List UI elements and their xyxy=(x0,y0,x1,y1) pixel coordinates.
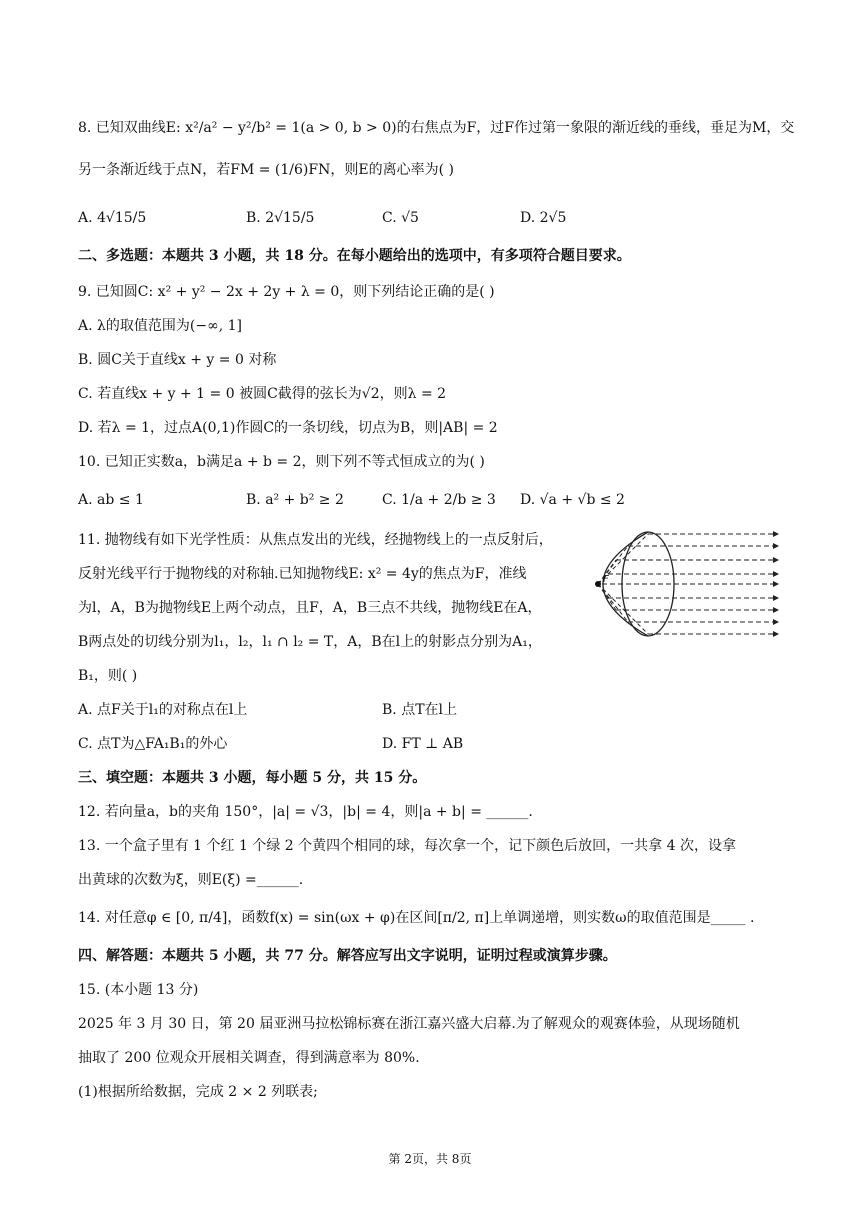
q11-line5: B₁，则( ) xyxy=(78,668,138,684)
q13-line1: 13. 一个盒子里有 1 个红 1 个绿 2 个黄四个相同的球，每次拿一个，记下颜色后放回，一共拿 4 次，设拿 xyxy=(78,838,736,854)
q10-stem: 10. 已知正实数a，b满足a + b = 2，则下列不等式恒成立的为( ) xyxy=(78,454,485,470)
focus-ray-6 xyxy=(598,584,648,634)
q13-line2: 出黄球的次数为ξ，则E(ξ) =______. xyxy=(78,872,304,888)
focus-point xyxy=(595,581,601,587)
parabola-figure xyxy=(578,526,784,642)
q9-option-a: A. λ的取值范围为(−∞, 1] xyxy=(78,318,243,334)
q11-line4: B两点处的切线分别为l₁，l₂，l₁ ∩ l₂ = T，A，B在l上的射影点分别为A₁， xyxy=(78,634,542,650)
q15-line2: 抽取了 200 位观众开展相关调查，得到满意率为 80%. xyxy=(78,1050,420,1066)
q12-text: 12. 若向量a，b的夹角 150°，|a| = √3，|b| = 4，则|a + b| = ______. xyxy=(78,804,533,820)
q11-line1: 11. 抛物线有如下光学性质：从焦点发出的光线，经抛物线上的一点反射后， xyxy=(78,532,553,548)
focus-label: F xyxy=(603,574,609,585)
q8-option-d: D. 2√5 xyxy=(520,210,567,226)
q11-line2: 反射光线平行于抛物线的对称轴.已知抛物线E: x² = 4y的焦点为F，准线 xyxy=(78,566,527,582)
q9-option-c: C. 若直线x + y + 1 = 0 被圆C截得的弦长为√2，则λ = 2 xyxy=(78,386,447,402)
section4-heading: 四、解答题：本题共 5 小题，共 77 分。解答应写出文字说明，证明过程或演算步骤。 xyxy=(78,948,617,964)
q9-option-b: B. 圆C关于直线x + y = 0 对称 xyxy=(78,352,277,368)
q15-head: 15. (本小题 13 分) xyxy=(78,982,199,998)
q9-option-d: D. 若λ = 1，过点A(0,1)作圆C的一条切线，切点为B，则|AB| = 2 xyxy=(78,420,498,436)
q11-option-a: A. 点F关于l₁的对称点在l上 xyxy=(78,702,248,718)
q8-option-a: A. 4√15/5 xyxy=(78,210,147,226)
q11-line3: 为l，A，B为抛物线E上两个动点，且F，A，B三点不共线，抛物线E在A， xyxy=(78,600,542,616)
q10-option-d: D. √a + √b ≤ 2 xyxy=(520,492,625,508)
section2-heading: 二、多选题：本题共 3 小题，共 18 分。在每小题给出的选项中，有多项符合题目要求。 xyxy=(78,248,631,264)
page-footer: 第 2页，共 8页 xyxy=(388,1152,472,1166)
q15-line3: (1)根据所给数据，完成 2 × 2 列联表; xyxy=(78,1084,318,1100)
q11-option-b: B. 点T在l上 xyxy=(382,702,458,718)
q11-option-d: D. FT ⊥ AB xyxy=(382,736,464,752)
section3-heading: 三、填空题：本题共 3 小题，每小题 5 分，共 15 分。 xyxy=(78,770,427,786)
q8-option-c: C. √5 xyxy=(382,210,419,226)
q9-stem: 9. 已知圆C: x² + y² − 2x + 2y + λ = 0，则下列结论正确的是( ) xyxy=(78,284,495,300)
q10-option-c: C. 1/a + 2/b ≥ 3 xyxy=(382,492,496,508)
q10-option-a: A. ab ≤ 1 xyxy=(78,492,144,508)
q8-line1: 8. 已知双曲线E: x²/a² − y²/b² = 1(a > 0, b > 0)的右焦点为F，过F作过第一象限的渐近线的垂线，垂足为M，交 xyxy=(78,120,795,136)
q11-option-c: C. 点T为△FA₁B₁的外心 xyxy=(78,736,228,752)
q8-option-b: B. 2√15/5 xyxy=(246,210,315,226)
q8-line2: 另一条渐近线于点N，若FM = (1/6)FN，则E的离心率为( ) xyxy=(78,162,454,178)
q10-option-b: B. a² + b² ≥ 2 xyxy=(246,492,344,508)
parabola-curve xyxy=(603,532,648,636)
q14-text: 14. 对任意φ ∈ [0, π/4]，函数f(x) = sin(ωx + φ)在区间[π/2, π]上单调递增，则实数ω的取值范围是_____ . xyxy=(78,910,755,926)
focus-ray-3 xyxy=(598,584,616,610)
q15-line1: 2025 年 3 月 30 日，第 20 届亚洲马拉松锦标赛在浙江嘉兴盛大启幕.为了解观众的观赛体验，从现场随机 xyxy=(78,1016,740,1032)
